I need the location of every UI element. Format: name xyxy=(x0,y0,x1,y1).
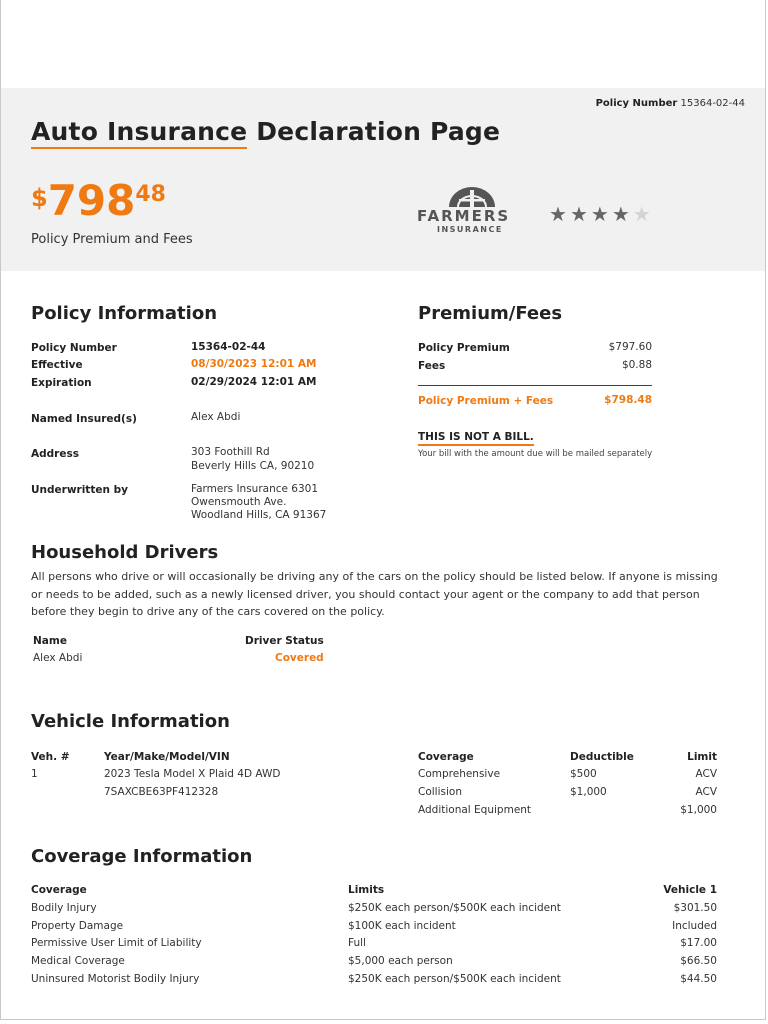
farmers-umbrella-icon xyxy=(447,185,497,209)
vehicle-vin: 7SAXCBE63PF412328 xyxy=(104,786,219,798)
expiration-value: 02/29/2024 12:01 AM xyxy=(191,376,317,388)
premium-divider xyxy=(418,385,652,386)
named-insured-value: Alex Abdi xyxy=(191,411,241,423)
household-drivers-description: All persons who drive or will occasionally be driving any of the cars on the policy should be listed below. If anyone is missing or needs to be added, such as a newly licensed driver, you should contact your agent or the company to add that person before they begin to drive any of the cars covered on the policy. xyxy=(31,570,718,618)
header-policy-number xyxy=(596,98,745,109)
driver-name: Alex Abdi xyxy=(33,652,83,664)
coverage-limits: $250K each person/$500K each incident xyxy=(348,973,561,985)
vehicle-limit-header: Limit xyxy=(687,751,717,763)
drivers-header-name: Name xyxy=(33,635,67,647)
household-drivers-title: Household Drivers xyxy=(31,542,219,563)
coverage-limits: $100K each incident xyxy=(348,920,456,932)
vehicle-description: 2023 Tesla Model X Plaid 4D AWD xyxy=(104,768,281,780)
vehicle-deductible-comprehensive: $500 xyxy=(570,768,597,780)
policy-number-label: Policy Number xyxy=(31,342,117,354)
coverage-limits: $5,000 each person xyxy=(348,955,453,967)
price-label: Policy Premium and Fees xyxy=(31,232,193,247)
coverage-limits: Full xyxy=(348,937,366,949)
coverage-vehicle-premium: $44.50 xyxy=(680,973,717,985)
coverage-vehicle-premium: $17.00 xyxy=(680,937,717,949)
policy-premium-value: $797.60 xyxy=(608,341,652,353)
page-title-underlined: Auto Insurance xyxy=(31,117,247,149)
bill-mailing-note: Your bill with the amount due will be mailed separately xyxy=(418,449,653,459)
vehicle-header-number: Veh. # xyxy=(31,751,70,763)
premium-fees-title: Premium/Fees xyxy=(418,303,563,324)
policy-info-title: Policy Information xyxy=(31,303,218,324)
coverage-info-title: Coverage Information xyxy=(31,846,253,867)
page-title xyxy=(31,117,500,146)
underwritten-label: Underwritten by xyxy=(31,484,128,496)
star-filled-icon: ★ xyxy=(569,202,591,226)
coverage-vehicle-premium: $66.50 xyxy=(680,955,717,967)
policy-number-value: 15364-02-44 xyxy=(191,341,266,353)
policy-number-value: 15364-02-44 xyxy=(680,98,745,109)
vehicle-limit-collision: ACV xyxy=(695,786,717,798)
fees-value: $0.88 xyxy=(621,359,652,371)
coverage-header-name: Coverage xyxy=(31,884,87,896)
driver-status: Covered xyxy=(275,652,324,664)
star-filled-icon: ★ xyxy=(611,202,633,226)
coverage-limits: $250K each person/$500K each incident xyxy=(348,902,561,914)
vehicle-coverage-equipment: Additional Equipment xyxy=(418,804,532,816)
premium-total xyxy=(31,176,166,225)
policy-number-label: Policy Number xyxy=(595,98,678,109)
star-empty-icon: ★ xyxy=(632,202,654,226)
expiration-label: Expiration xyxy=(31,377,92,389)
price-main: 798 xyxy=(47,176,136,225)
coverage-vehicle-premium: Included xyxy=(672,920,717,932)
drivers-header-status: Driver Status xyxy=(245,635,324,647)
vehicle-limit-comprehensive: ACV xyxy=(695,768,717,780)
vehicle-deductible-collision: $1,000 xyxy=(570,786,607,798)
policy-premium-label: Policy Premium xyxy=(418,342,510,354)
underwriter-line-2: Owensmouth Ave. xyxy=(191,496,287,508)
price-symbol: $ xyxy=(31,184,48,212)
star-filled-icon: ★ xyxy=(549,202,570,226)
price-cents: 48 xyxy=(135,182,166,207)
coverage-header-vehicle: Vehicle 1 xyxy=(663,884,717,896)
coverage-name: Medical Coverage xyxy=(31,955,125,967)
vehicle-limit-equipment: $1,000 xyxy=(680,804,717,816)
coverage-vehicle-premium: $301.50 xyxy=(673,902,717,914)
coverage-name: Property Damage xyxy=(31,920,124,932)
vehicle-coverage-collision: Collision xyxy=(418,786,462,798)
named-insured-label: Named Insured(s) xyxy=(31,413,137,425)
vehicle-deductible-header: Deductible xyxy=(570,751,634,763)
vehicle-coverage-header: Coverage xyxy=(418,751,474,763)
address-line-1: 303 Foothill Rd xyxy=(191,446,270,458)
effective-label: Effective xyxy=(31,359,83,371)
star-filled-icon: ★ xyxy=(590,202,612,226)
brand-name: FARMERS xyxy=(417,207,511,225)
vehicle-number: 1 xyxy=(31,768,38,780)
coverage-header-limits: Limits xyxy=(348,884,385,896)
page-title-rest: Declaration Page xyxy=(247,117,501,146)
effective-value: 08/30/2023 12:01 AM xyxy=(191,358,317,370)
address-line-2: Beverly Hills CA, 90210 xyxy=(191,460,315,472)
underwriter-line-3: Woodland Hills, CA 91367 xyxy=(191,509,327,521)
coverage-name: Permissive User Limit of Liability xyxy=(31,937,202,949)
address-label: Address xyxy=(31,448,79,460)
farmers-logo xyxy=(415,185,535,240)
brand-sub: INSURANCE xyxy=(437,225,503,234)
premium-total-label: Policy Premium + Fees xyxy=(418,395,554,407)
premium-total-value: $798.48 xyxy=(604,394,652,406)
star-rating xyxy=(549,202,654,226)
coverage-name: Bodily Injury xyxy=(31,902,97,914)
not-a-bill-notice: THIS IS NOT A BILL. xyxy=(418,431,534,446)
underwriter-line-1: Farmers Insurance 6301 xyxy=(191,483,319,495)
vehicle-header-desc: Year/Make/Model/VIN xyxy=(104,751,230,763)
vehicle-info-title: Vehicle Information xyxy=(31,711,230,732)
vehicle-coverage-comprehensive: Comprehensive xyxy=(418,768,501,780)
coverage-name: Uninsured Motorist Bodily Injury xyxy=(31,973,200,985)
fees-label: Fees xyxy=(418,360,446,372)
